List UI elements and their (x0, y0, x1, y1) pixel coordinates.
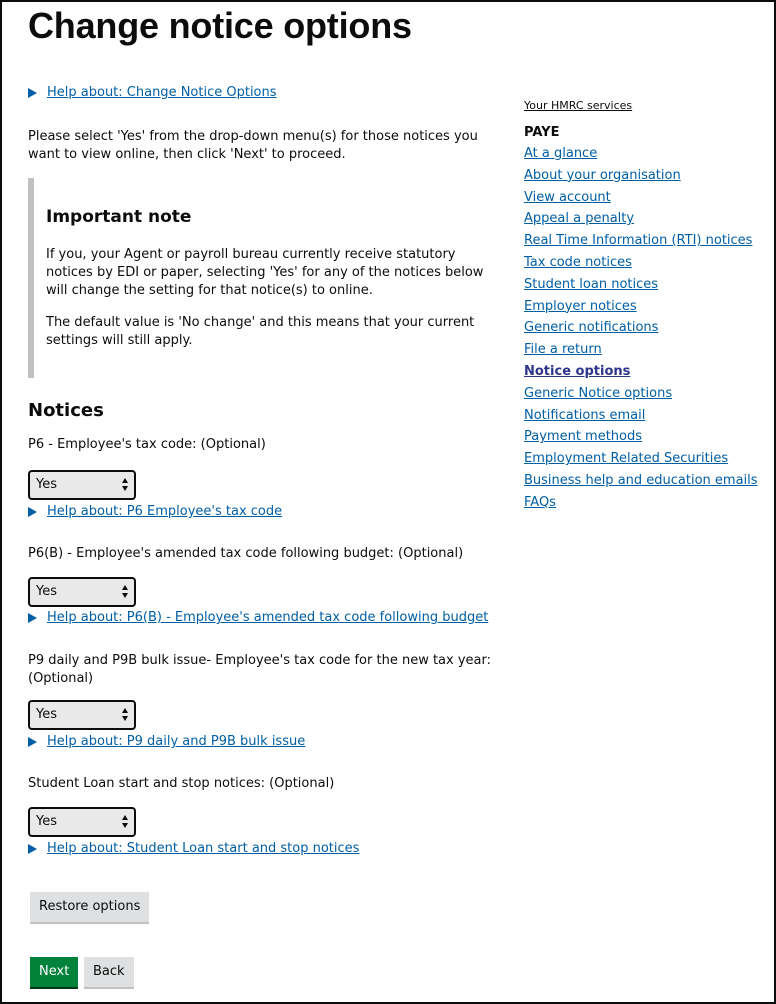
field-label: P6(B) - Employee's amended tax code following budget: (Optional) (28, 546, 464, 561)
disclosure-triangle-icon (28, 88, 37, 98)
sidebar-link[interactable]: Tax code notices (524, 254, 632, 270)
student-loan-select[interactable] (28, 807, 136, 837)
notice-field-p6b (28, 545, 498, 627)
disclosure-triangle-icon (28, 844, 37, 854)
sidebar (524, 94, 764, 516)
sidebar-item-about-your-organisation[interactable] (524, 167, 764, 189)
important-note-heading: Important note (46, 207, 192, 227)
select-value: Yes (36, 584, 57, 599)
sidebar-item-student-loan-notices[interactable] (524, 276, 764, 298)
select-arrows-icon (122, 708, 130, 722)
back-button[interactable]: Back (84, 957, 134, 987)
restore-options-button[interactable]: Restore options (30, 892, 149, 922)
sidebar-link[interactable]: Notifications email (524, 407, 646, 423)
sidebar-link[interactable]: Business help and education emails (524, 472, 758, 488)
intro-text: Please select 'Yes' from the drop-down menu(s) for those notices you want to view online, then click 'Next' to proceed. (28, 129, 478, 162)
field-label: P6 - Employee's tax code: (Optional) (28, 437, 266, 452)
sidebar-link[interactable]: Student loan notices (524, 276, 659, 292)
sidebar-item-tax-code-notices[interactable] (524, 254, 764, 276)
your-hmrc-services-link[interactable]: Your HMRC services (524, 99, 633, 112)
notice-field-student-loan (28, 775, 498, 858)
sidebar-item-rti-notices[interactable] (524, 232, 764, 254)
p9-select[interactable] (28, 700, 136, 730)
next-button[interactable]: Next (30, 957, 78, 987)
sidebar-link[interactable]: Generic Notice options (524, 385, 673, 401)
disclosure-triangle-icon (28, 507, 37, 517)
help-link[interactable]: Help about: Change Notice Options (47, 85, 277, 100)
notices-heading: Notices (28, 400, 104, 421)
sidebar-link[interactable]: Appeal a penalty (524, 211, 635, 227)
sidebar-item-payment-methods[interactable] (524, 428, 764, 450)
sidebar-link[interactable]: Employer notices (524, 298, 637, 314)
select-value: Yes (36, 814, 57, 829)
sidebar-item-faqs[interactable] (524, 494, 764, 516)
sidebar-item-generic-notifications[interactable] (524, 319, 764, 341)
sidebar-item-notifications-email[interactable] (524, 407, 764, 429)
help-student-loan[interactable] (28, 840, 498, 858)
help-link[interactable]: Help about: P9 daily and P9B bulk issue (47, 734, 306, 749)
select-value: Yes (36, 707, 57, 722)
sidebar-link[interactable]: Payment methods (524, 429, 643, 445)
help-p6b[interactable] (28, 609, 498, 627)
sidebar-item-at-a-glance[interactable] (524, 145, 764, 167)
help-p6[interactable] (28, 503, 498, 521)
sidebar-link[interactable]: View account (524, 189, 611, 205)
main-content (28, 84, 498, 858)
help-change-notice-options[interactable] (28, 84, 498, 102)
sidebar-link[interactable]: FAQs (524, 494, 556, 510)
select-arrows-icon (122, 585, 130, 599)
sidebar-item-appeal-a-penalty[interactable] (524, 210, 764, 232)
sidebar-item-generic-notice-options[interactable] (524, 385, 764, 407)
sidebar-section-heading: PAYE (524, 125, 560, 140)
sidebar-link[interactable]: At a glance (524, 146, 598, 161)
help-link[interactable]: Help about: P6 Employee's tax code (47, 504, 283, 519)
field-label: P9 daily and P9B bulk issue- Employee's tax code for the new tax year: (Optional) (28, 653, 491, 686)
sidebar-item-business-help-emails[interactable] (524, 472, 764, 494)
sidebar-link[interactable]: About your organisation (524, 167, 681, 183)
sidebar-item-view-account[interactable] (524, 189, 764, 211)
p6b-select[interactable] (28, 577, 136, 607)
sidebar-link[interactable]: File a return (524, 342, 602, 358)
sidebar-link[interactable]: Generic notifications (524, 320, 659, 336)
help-p9[interactable] (28, 733, 498, 751)
notice-field-p6 (28, 436, 498, 521)
important-note-para-1: If you, your Agent or payroll bureau currently receive statutory notices by EDI or paper, selecting 'Yes' for any of the notices below will change the setting for that notice(s) to online. (46, 247, 484, 298)
sidebar-link[interactable]: Real Time Information (RTI) notices (524, 233, 753, 249)
select-value: Yes (36, 477, 57, 492)
page-title: Change notice options (28, 5, 412, 46)
disclosure-triangle-icon (28, 737, 37, 747)
sidebar-item-employer-notices[interactable] (524, 298, 764, 320)
sidebar-item-notice-options[interactable] (524, 363, 764, 385)
select-arrows-icon (122, 478, 130, 492)
sidebar-item-employment-related-securities[interactable] (524, 450, 764, 472)
help-link[interactable]: Help about: Student Loan start and stop notices (47, 841, 360, 856)
select-arrows-icon (122, 815, 130, 829)
p6-select[interactable] (28, 470, 136, 500)
important-note-panel (28, 178, 498, 378)
disclosure-triangle-icon (28, 613, 37, 623)
sidebar-list (524, 145, 764, 516)
sidebar-item-file-a-return[interactable] (524, 341, 764, 363)
sidebar-link[interactable]: Employment Related Securities (524, 451, 729, 467)
field-label: Student Loan start and stop notices: (Optional) (28, 776, 335, 791)
important-note-para-2: The default value is 'No change' and this means that your current settings will still apply. (46, 315, 475, 348)
notice-field-p9 (28, 652, 498, 751)
sidebar-link[interactable]: Notice options (524, 363, 631, 379)
help-link[interactable]: Help about: P6(B) - Employee's amended tax code following budget (47, 610, 489, 625)
